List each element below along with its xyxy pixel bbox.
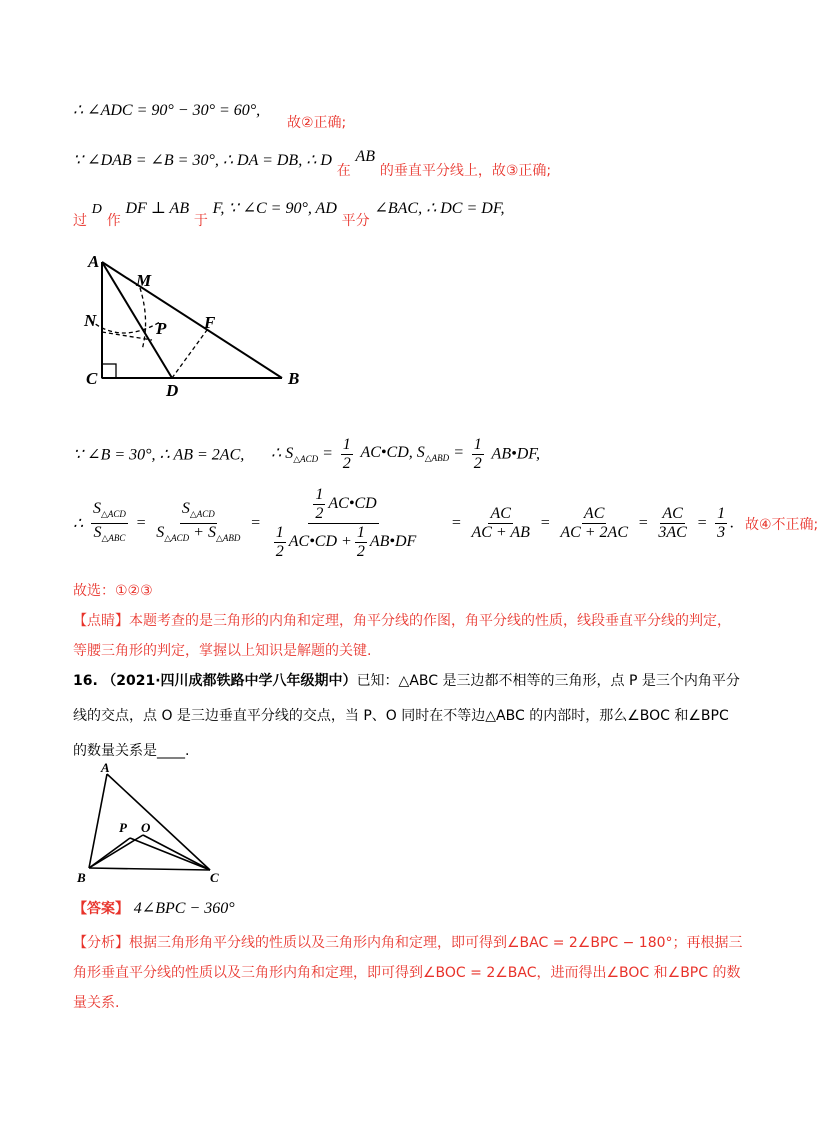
line-dab [73,148,552,179]
fig2-label-p: P [119,820,127,835]
text-zai: 在 [336,163,351,179]
figure-triangle-bpc [75,760,235,885]
fig1-label-f: F [204,313,216,332]
note-incorrect-4: 故④不正确; [744,516,818,533]
math-df-ab: DF ⊥ AB [125,200,190,217]
line-area [73,436,540,473]
fig1-label-d: D [166,381,179,400]
line-ratio: ∴ $\frac{S_{\triangle ACD}}{S_{\triangle ABC}}$ = $\frac{S_{\triangle ACD}}{S_{\triangle ACD} + S_{\triangle ABD}}$ = $\frac{1}{2}$ AC•CD $\frac{1}{2}$ AC•CD + $\frac{1}{2}$ AB•DF = $\frac{AC}{AC + AB}$ = $\frac{AC}{AC + 2AC}$ = $\frac{AC}{3AC}$ = $\frac{1}{3}$ . 故④不正确; [73,486,818,560]
math-ab-df: AB•DF, [491,445,540,463]
math-b30: ∵ ∠B = 30°, ∴ AB = 2AC, [73,446,245,464]
question-16-line-1 [73,670,740,690]
math-f-c: F, ∵ ∠C = 90°, AD [212,200,337,217]
text-guo: 过 [73,213,87,229]
math-d: D [91,202,102,217]
analysis-text-1: 根据三角形角平分线的性质以及三角形内角和定理，即可得到∠BAC = 2∠BPC − 180°；再根据三 [129,935,743,951]
fig2-label-a: A [101,760,110,775]
frac-half-1: $\frac{1}{2}$ [342,436,351,472]
analysis-tag: 【分析】 [73,935,129,951]
note-correct-3: 的垂直平分线上，故③正确; [379,163,552,179]
fig1-label-c: C [86,369,98,388]
frac-one-third: $\frac{1}{3}$ [717,505,726,541]
math-adc: ∴ ∠ADC = 90° − 30° = 60°, [73,102,261,119]
comment-tag: 【点睛】 [73,613,129,629]
text-yu: 于 [193,213,208,229]
line-df [73,198,505,229]
fig1-label-m: M [136,271,152,290]
text-pingfen: 平分 [341,213,370,229]
question-text-1: 已知：△ABC 是三边都不相等的三角形，点 P 是三个内角平分 [356,673,740,689]
fig1-label-n: N [84,311,97,330]
frac-ac-ab: $\frac{AC}{AC + AB}$ [471,505,530,541]
frac-compound: $\frac{1}{2}$ AC•CD $\frac{1}{2}$ AC•CD + $\frac{1}{2}$ AB•DF [275,486,417,560]
math-s-acd: ∴ $S_{\triangle ACD}$ = [271,445,333,465]
fig1-label-b: B [288,369,300,388]
fig1-label-p: P [156,319,167,338]
line-answer [73,898,235,918]
math-therefore: ∴ [73,515,84,533]
math-ac-cd: AC•CD, $S_{\triangle ABD}$ = [360,444,464,464]
fig2-label-c: C [210,870,219,885]
fig1-label-a: A [88,252,100,271]
line-adc [73,100,347,131]
line-analysis-2: 角形垂直平分线的性质以及三角形内角和定理，即可得到∠BOC = 2∠BAC，进而得出∠BOC 和∠BPC 的数 [73,965,741,981]
answer-tag: 【答案】 [73,901,129,917]
frac-s-ratio: $\frac{S_{\triangle ACD}}{S_{\triangle ABC}}$ [92,499,126,544]
line-comment [73,610,731,630]
math-ab: AB [355,148,376,165]
fig2-label-b: B [77,870,86,885]
line-comment-2: 等腰三角形的判定，掌握以上知识是解题的关键. [73,643,372,659]
question-number: 16. [73,673,98,689]
text-zuo: 作 [106,213,121,229]
line-analysis-3: 量关系. [73,995,120,1011]
fig2-label-o: O [141,820,151,835]
math-bac: ∠BAC, ∴ DC = DF, [374,200,505,217]
note-correct-2: 故②正确; [286,115,347,131]
line-analysis-1 [73,932,743,952]
frac-3ac: $\frac{AC}{3AC}$ [658,505,687,541]
question-16-line-2: 线的交点，点 O 是三边垂直平分线的交点，当 P、O 同时在不等边△ABC 的内部时，那么∠BOC 和∠BPC [73,708,729,724]
math-dab: ∵ ∠DAB = ∠B = 30°, ∴ DA = DB, ∴ D [73,152,332,169]
figure-triangle-abc [80,250,320,405]
line-choice: 故选：①②③ [73,583,153,599]
question-source: （2021·四川成都铁路中学八年级期中） [102,673,357,689]
answer-text: 4∠BPC − 360° [133,900,235,917]
frac-half-2: $\frac{1}{2}$ [473,436,482,472]
frac-ac-2ac: $\frac{AC}{AC + 2AC}$ [560,505,628,541]
question-16-line-3: 的数量关系是____. [73,743,190,759]
frac-s-sum: $\frac{S_{\triangle ACD}}{S_{\triangle ACD} + S_{\triangle ABD}}$ [156,499,241,544]
comment-text: 本题考查的是三角形的内角和定理，角平分线的作图，角平分线的性质，线段垂直平分线的判定， [129,613,731,629]
